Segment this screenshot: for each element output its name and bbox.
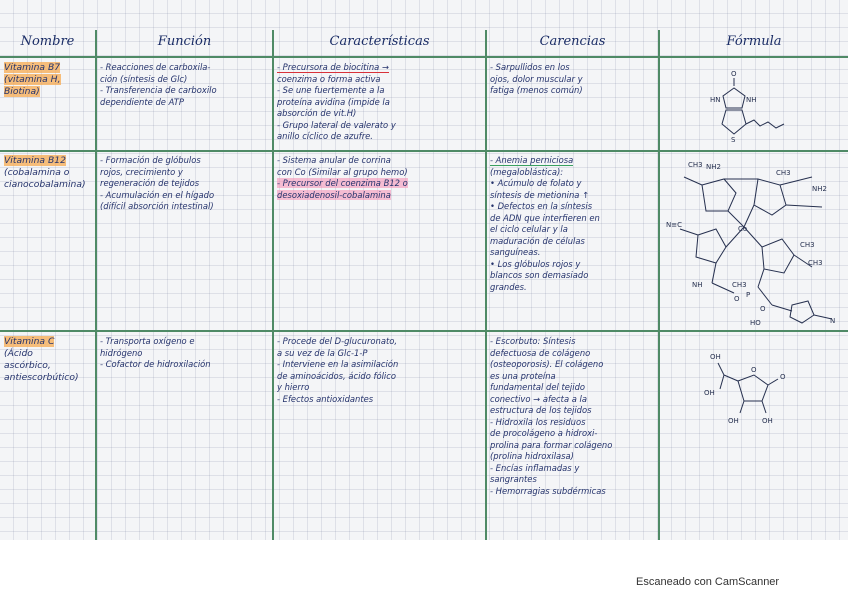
carencia-line: - Escorbuto: Síntesis xyxy=(490,336,576,346)
formula-label: O xyxy=(760,305,766,313)
formula-label: O xyxy=(731,70,737,78)
funcion-line: (difícil absorción intestinal) xyxy=(100,201,214,211)
vitamin-alias: Biotina) xyxy=(4,86,40,97)
formula-label: Co xyxy=(738,225,748,233)
vitamin-name: Vitamina C xyxy=(4,336,55,347)
caracteristica-line: - Grupo lateral de valerato y xyxy=(277,119,396,130)
carencia-line: estructura de los tejidos xyxy=(490,405,592,415)
formula-label: O xyxy=(780,373,786,381)
caracteristica-line: con Co (Similar al grupo hemo) xyxy=(277,166,408,177)
row1-carencias xyxy=(490,62,656,148)
ascorbic-acid-structure-drawing xyxy=(690,345,810,435)
carencia-line: fundamental del tejido xyxy=(490,382,586,392)
formula-label: CH3 xyxy=(688,161,703,169)
carencia-line: - Encías inflamadas y xyxy=(490,462,580,473)
header-carencias: Carencias xyxy=(539,34,606,49)
funcion-line: - Formación de glóbulos xyxy=(100,155,201,165)
row2-nombre xyxy=(4,155,94,325)
ascorbic-acid-structure xyxy=(690,345,810,435)
carencia-line: grandes. xyxy=(490,281,527,292)
biotin-structure-drawing xyxy=(690,62,810,148)
carencia-line: - Hidroxila los residuos xyxy=(490,416,586,427)
column-divider-2 xyxy=(272,30,274,540)
funcion-line: - Acumulación en el hígado xyxy=(100,189,215,200)
formula-label: HO xyxy=(750,319,761,327)
vitamin-alias: (vitamina H, xyxy=(4,74,61,85)
funcion-line: - Transferencia de carboxilo xyxy=(100,85,217,95)
formula-label: NH xyxy=(746,96,757,104)
header-divider xyxy=(0,56,848,58)
carencia-line: - Anemia perniciosa xyxy=(490,155,574,165)
caracteristica-line: - Se une fuertemente a la xyxy=(277,85,385,95)
carencia-line: (megaloblástica): xyxy=(490,166,564,177)
formula-label: CH3 xyxy=(800,241,815,249)
caracteristica-line: desoxiadenosil-cobalamina xyxy=(277,189,391,200)
row2-caracteristicas xyxy=(277,155,483,325)
caracteristica-line: - Sistema anular de corrina xyxy=(277,155,391,165)
caracteristica-line: a su vez de la Glc-1-P xyxy=(277,347,368,358)
carencia-line: maduración de células xyxy=(490,235,585,246)
carencia-line: (osteoporosis). El colágeno xyxy=(490,359,604,369)
cobalamin-structure xyxy=(662,155,846,330)
caracteristica-line: - Precursor del coenzima B12 o xyxy=(277,178,408,188)
caracteristica-line: y hierro xyxy=(277,382,310,392)
carencia-line: sangrantes xyxy=(490,474,537,484)
caracteristica-line: coenzima o forma activa xyxy=(277,73,381,84)
header-nombre: Nombre xyxy=(20,34,75,49)
carencia-line: sanguíneas. xyxy=(490,247,541,257)
vitamin-alias: antiescorbútico) xyxy=(4,372,79,383)
formula-label: S xyxy=(731,136,736,144)
row3-funcion xyxy=(100,336,270,536)
formula-label: CH3 xyxy=(776,169,791,177)
caracteristica-line: de aminoácidos, ácido fólico xyxy=(277,370,396,381)
caracteristica-line: - Efectos antioxidantes xyxy=(277,393,374,404)
formula-label: OH xyxy=(710,353,721,361)
formula-label: P xyxy=(746,291,751,299)
funcion-line: rojos, crecimiento y xyxy=(100,166,183,177)
funcion-line: regeneración de tejidos xyxy=(100,178,200,188)
header-formula: Fórmula xyxy=(726,34,782,49)
vitamin-alias: (cobalamina o xyxy=(4,167,70,178)
formula-label: OH xyxy=(704,389,715,397)
caracteristica-line: absorción de vit.H) xyxy=(277,108,357,118)
vitamin-name: Vitamina B12 xyxy=(4,155,66,166)
vitamin-alias: (Ácido xyxy=(4,348,33,359)
carencia-line: conectivo → afecta a la xyxy=(490,393,587,404)
carencia-line: fatiga (menos común) xyxy=(490,85,583,95)
row3-carencias xyxy=(490,336,656,536)
funcion-line: - Transporta oxígeno e xyxy=(100,336,195,346)
carencia-line: • Los glóbulos rojos y xyxy=(490,258,581,269)
formula-label: NH xyxy=(692,281,703,289)
carencia-line: - Sarpullidos en los xyxy=(490,62,570,72)
vitamin-alias: ascórbico, xyxy=(4,360,51,371)
funcion-line: dependiente de ATP xyxy=(100,96,184,107)
funcion-line: - Cofactor de hidroxilación xyxy=(100,359,211,369)
formula-label: N≡C xyxy=(666,221,682,229)
formula-label: O xyxy=(751,366,757,374)
caracteristica-line: - Interviene en la asimilación xyxy=(277,359,399,369)
row2-funcion xyxy=(100,155,270,325)
carencia-line: • Defectos en la síntesis xyxy=(490,201,593,211)
carencia-line: síntesis de metionina ↑ xyxy=(490,189,590,200)
formula-label: HN xyxy=(710,96,721,104)
carencia-line: • Acúmulo de folato y xyxy=(490,178,582,188)
carencia-line: prolina para formar colágeno xyxy=(490,439,613,450)
column-divider-3 xyxy=(485,30,487,540)
row-divider-2 xyxy=(0,330,848,332)
caracteristica-line: anillo cíclico de azufre. xyxy=(277,131,373,141)
formula-label: NH2 xyxy=(706,163,721,171)
formula-label: OH xyxy=(762,417,773,425)
formula-label: CH3 xyxy=(808,259,823,267)
column-divider-1 xyxy=(95,30,97,540)
row3-caracteristicas xyxy=(277,336,483,536)
header-caracteristicas: Características xyxy=(329,34,430,49)
carencia-line: blancos son demasiado xyxy=(490,270,589,280)
formula-label: CH3 xyxy=(732,281,747,289)
carencia-line: - Hemorragias subdérmicas xyxy=(490,485,606,496)
row1-caracteristicas xyxy=(277,62,483,148)
carencia-line: defectuosa de colágeno xyxy=(490,347,591,358)
row2-carencias xyxy=(490,155,656,325)
scanner-watermark: Escaneado con CamScanner xyxy=(636,576,780,588)
row1-nombre xyxy=(4,62,94,148)
cobalamin-structure-drawing xyxy=(662,155,846,330)
funcion-line: ción (síntesis de Glc) xyxy=(100,73,188,84)
caracteristica-line: - Procede del D-glucuronato, xyxy=(277,336,398,346)
funcion-line: hidrógeno xyxy=(100,347,143,358)
row1-funcion xyxy=(100,62,270,148)
formula-label: NH2 xyxy=(812,185,827,193)
carencia-line: el ciclo celular y la xyxy=(490,224,568,234)
vitamin-name: Vitamina B7 xyxy=(4,62,61,73)
formula-label: N xyxy=(830,317,836,325)
vitamin-alias: cianocobalamina) xyxy=(4,179,86,190)
carencia-line: de procolágeno a hidroxi- xyxy=(490,428,598,438)
header-funcion: Función xyxy=(157,34,212,49)
column-divider-4 xyxy=(658,30,660,540)
row3-nombre xyxy=(4,336,94,536)
carencia-line: ojos, dolor muscular y xyxy=(490,73,583,84)
carencia-line: es una proteína xyxy=(490,370,556,381)
biotin-structure xyxy=(690,62,810,148)
caracteristica-line: proteína avidina (impide la xyxy=(277,96,390,107)
carencia-line: (prolina hidroxilasa) xyxy=(490,451,574,461)
carencia-line: de ADN que interfieren en xyxy=(490,212,600,223)
formula-label: O xyxy=(734,295,740,303)
caracteristica-line: - Precursora de biocitina → xyxy=(277,62,389,72)
formula-label: OH xyxy=(728,417,739,425)
row-divider-1 xyxy=(0,150,848,152)
funcion-line: - Reacciones de carboxila- xyxy=(100,62,211,72)
